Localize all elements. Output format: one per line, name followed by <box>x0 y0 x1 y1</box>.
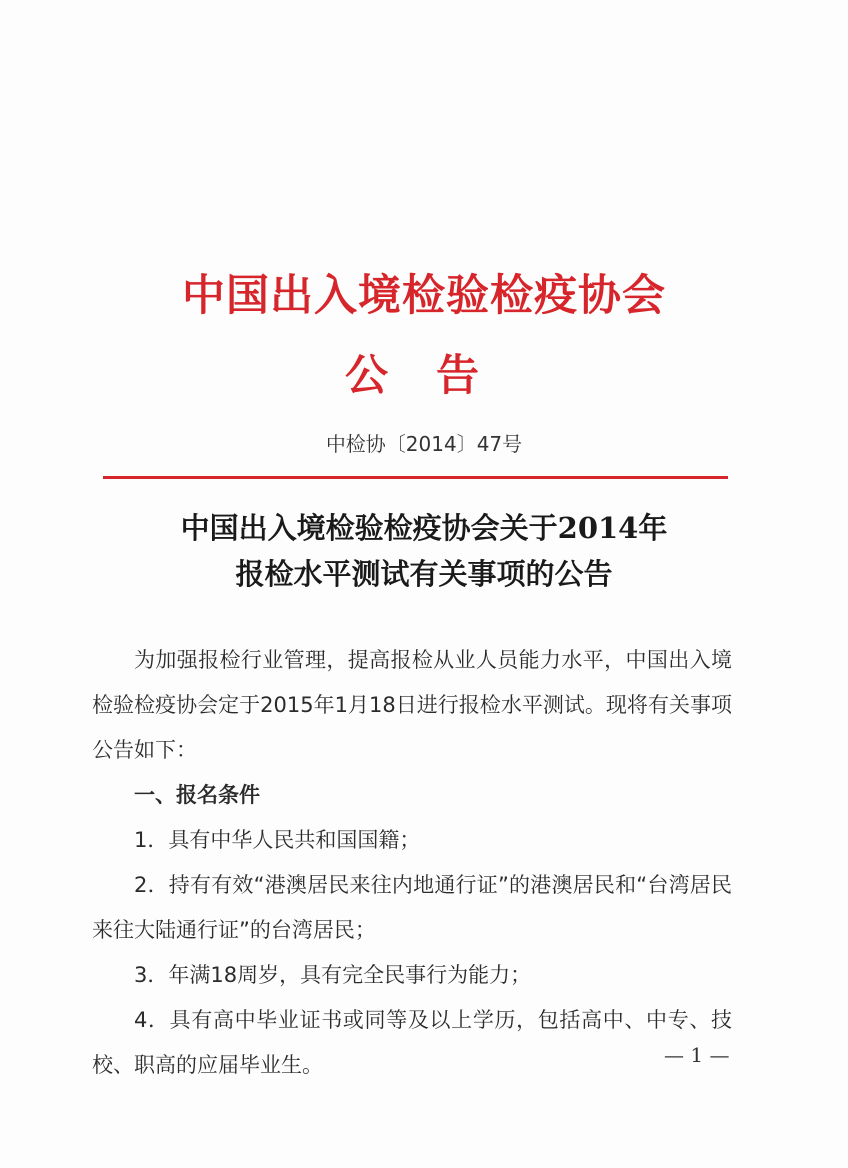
document-number: 中检协〔2014〕47号 <box>325 432 523 456</box>
document-title <box>0 505 848 597</box>
organization-header: 中国出入境检验检疫协会 <box>182 271 666 321</box>
list-item: 2．持有有效“港澳居民来往内地通行证”的港澳居民和“台湾居民来往大陆通行证”的台湾居民； <box>92 873 732 942</box>
list-item: 3．年满18周岁，具有完全民事行为能力； <box>134 963 532 987</box>
title-line-2: 报检水平测试有关事项的公告 <box>235 557 613 591</box>
red-divider <box>103 476 728 479</box>
document-type-header: 公告 <box>345 351 527 401</box>
list-item: 1．具有中华人民共和国国籍； <box>134 828 421 852</box>
section-heading: 一、报名条件 <box>134 783 260 807</box>
list-item: 4．具有高中毕业证书或同等及以上学历，包括高中、中专、技校、职高的应届毕业生。 <box>92 1008 732 1077</box>
intro-paragraph: 为加强报检行业管理，提高报检从业人员能力水平，中国出入境检验检疫协会定于2015年1月18日进行报检水平测试。现将有关事项公告如下： <box>92 648 732 762</box>
title-line-1: 中国出入境检验检疫协会关于2014年 <box>180 511 668 545</box>
document-body <box>92 638 732 1088</box>
page-number: — 1 — <box>664 1043 730 1067</box>
